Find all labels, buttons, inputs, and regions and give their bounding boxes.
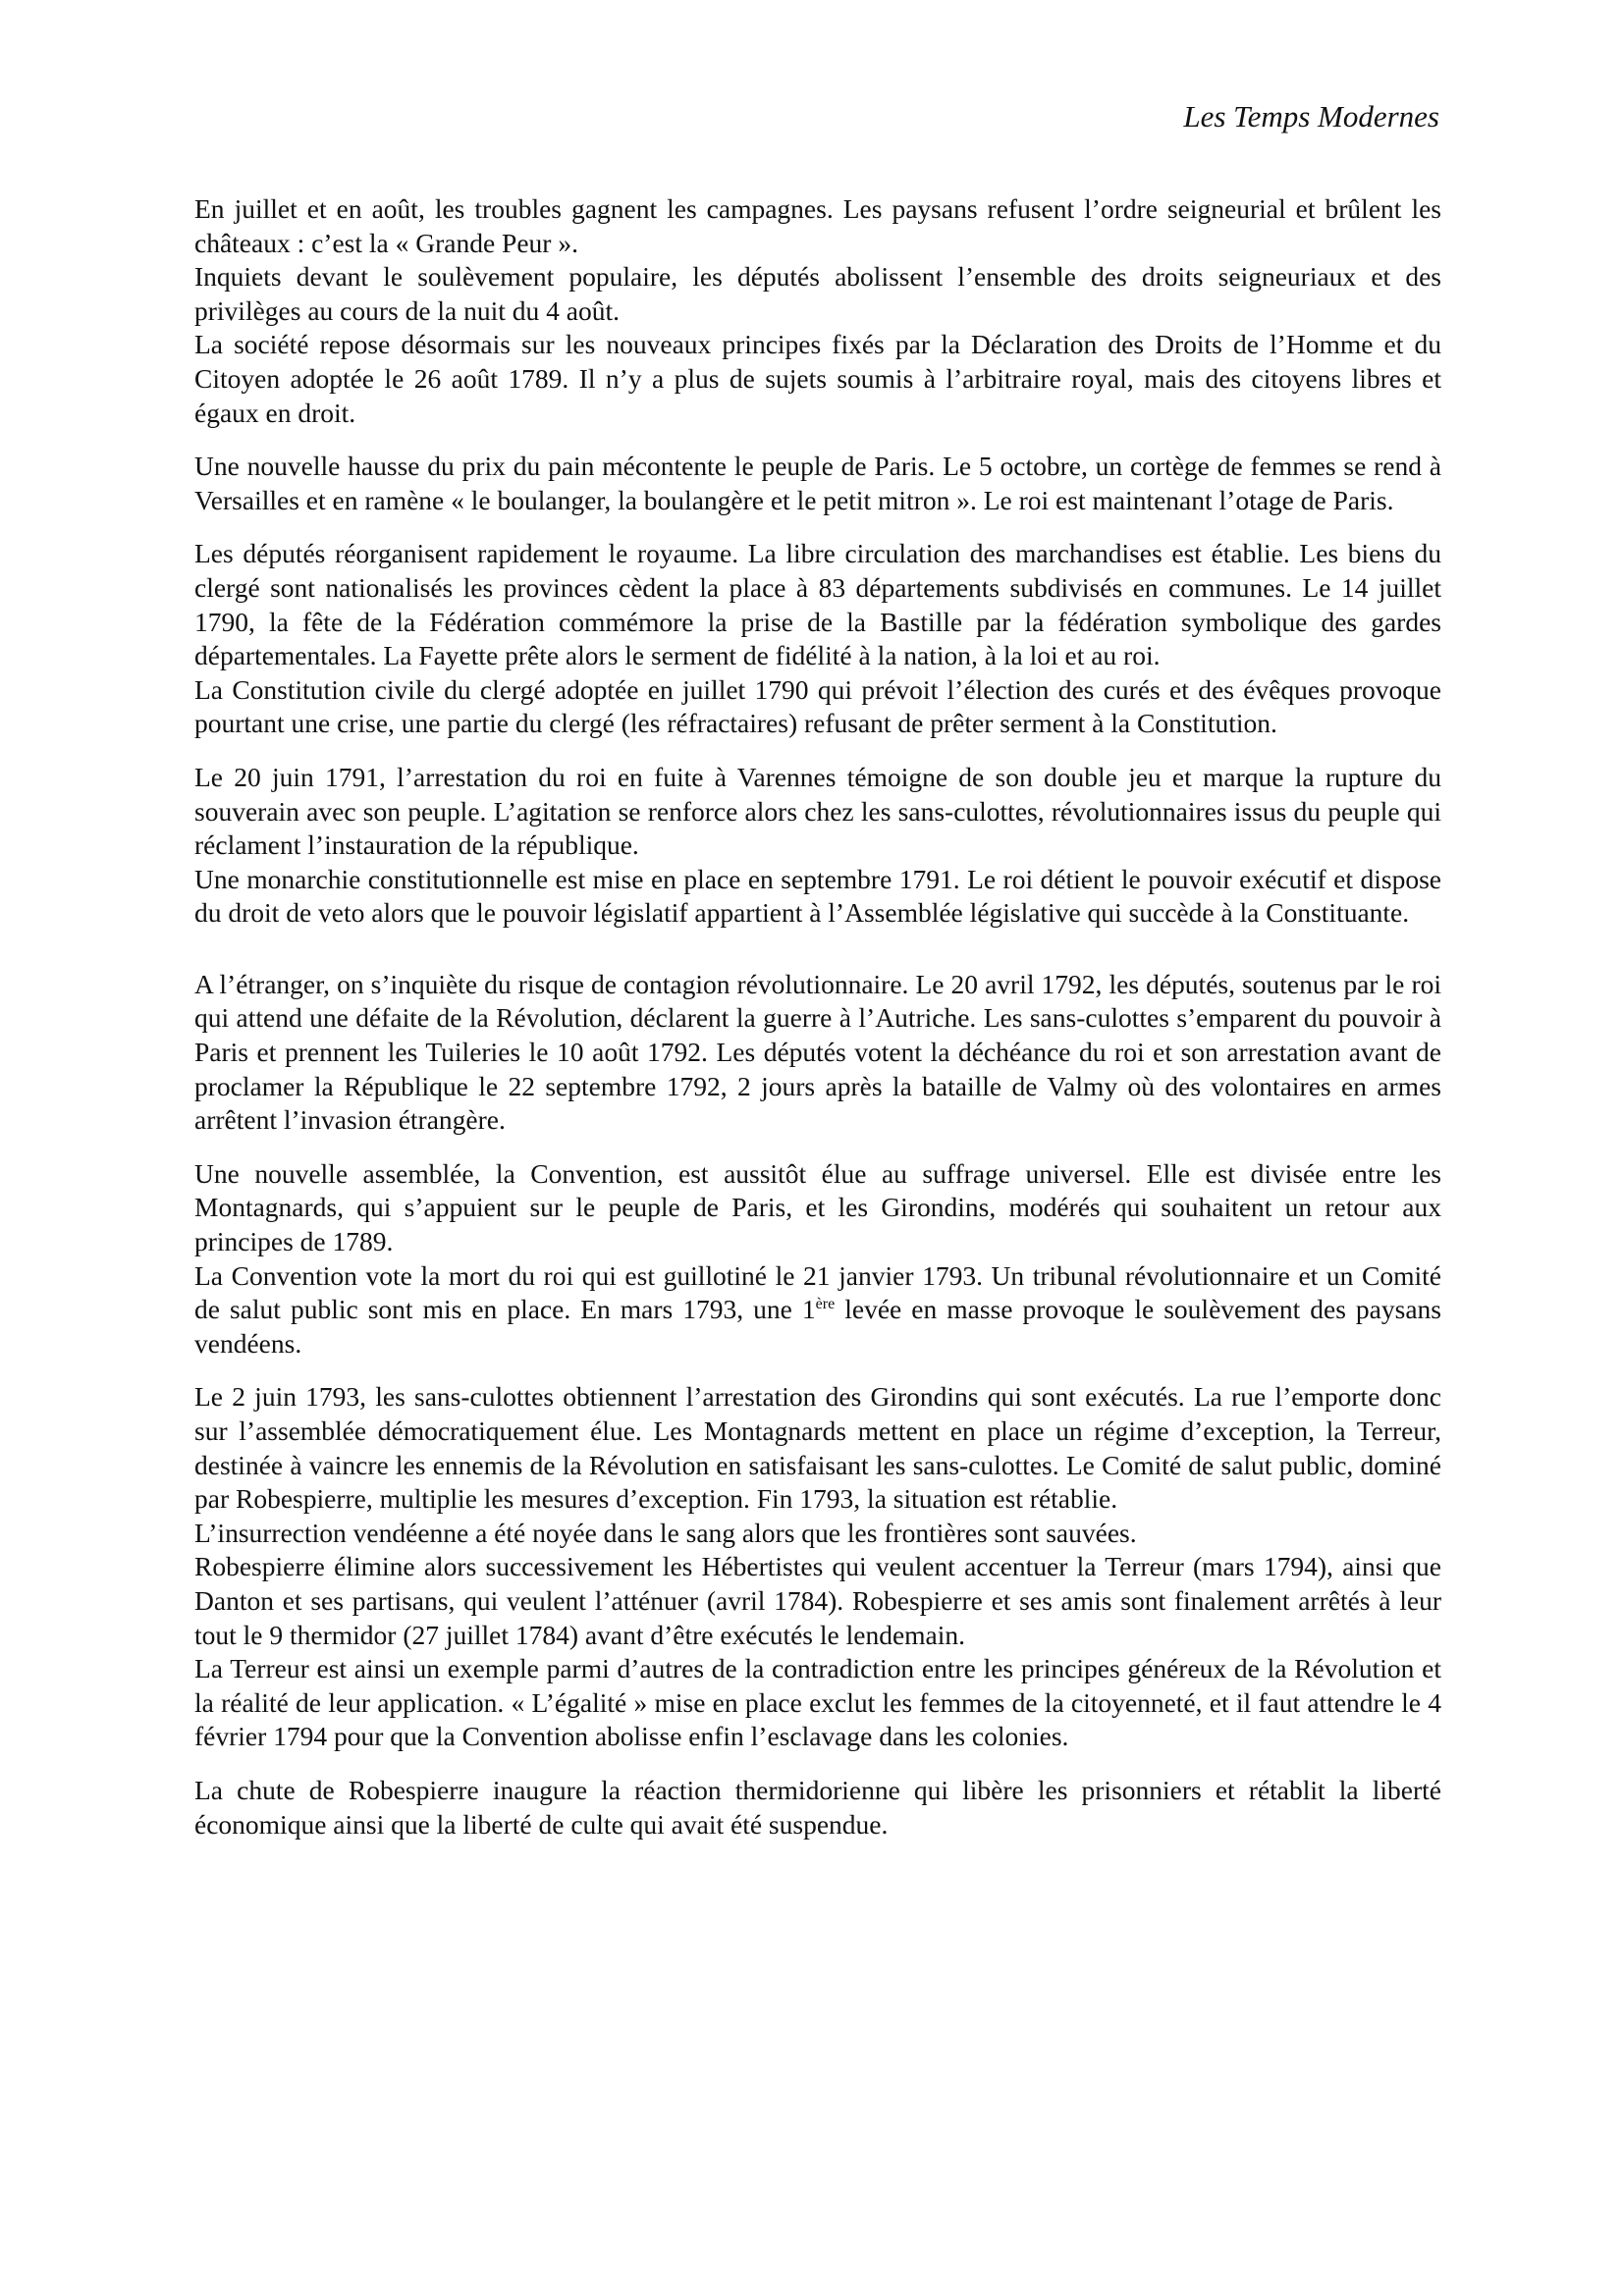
paragraph-reorganisation-royaume: Les députés réorganisent rapidement le royaume. La libre circulation des marchandises est établie. Les biens du clergé sont nationalisés les provinces cèdent la place à 83 départements subdivisés en communes. Le 14 juillet 1790, la fête de la Fédération commémore la prise de la Bastille par la fédération symbolique des gardes départementales. La Fayette prête alors le serment de fidélité à la nation, à la loi et au roi. — [194, 538, 1441, 671]
ordinal-superscript: ère — [815, 1296, 836, 1313]
document-body — [194, 192, 1441, 1842]
paragraph-octobre-versailles: Une nouvelle hausse du prix du pain mécontente le peuple de Paris. Le 5 octobre, un cortège de femmes se rend à Versailles et en ramène « le boulanger, la boulangère et le petit mitron ». Le roi est maintenant l’otage de Paris. — [194, 451, 1441, 515]
paragraph-constitution-civile-clerge: La Constitution civile du clergé adoptée en juillet 1790 qui prévoit l’élection des curés et des évêques provoque pourtant une crise, une partie du clergé (les réfractaires) refusant de prêter serment à la Constitution. — [194, 673, 1441, 739]
paragraph-contradiction-principes: La Terreur est ainsi un exemple parmi d’autres de la contradiction entre les principes généreux de la Révolution et la réalité de leur application. « L’égalité » mise en place exclut les femmes de la citoyenneté, et il faut attendre le 4 février 1794 pour que la Convention abolisse enfin l’esclavage dans les colonies. — [194, 1653, 1441, 1752]
running-header: Les Temps Modernes — [1183, 99, 1439, 133]
paragraph-mort-du-roi-text-before: La Convention vote la mort du roi qui est guillotiné le 21 janvier 1793. Un tribunal révolutionnaire et un Comité de salut public sont mis en place. En mars 1793, une 1 — [194, 1259, 1441, 1325]
paragraph-monarchie-constitutionnelle: Une monarchie constitutionnelle est mise en place en septembre 1791. Le roi détient le pouvoir exécutif et dispose du droit de veto alors que le pouvoir législatif appartient à l’Assemblée législative qui succède à la Constituante. — [194, 863, 1441, 929]
paragraph-mort-du-roi — [194, 1259, 1441, 1362]
paragraph-varennes: Le 20 juin 1791, l’arrestation du roi en fuite à Varennes témoigne de son double jeu et marque la rupture du souverain avec son peuple. L’agitation se renforce alors chez les sans-culottes, révolutionnaires issus du peuple qui réclament l’instauration de la république. — [194, 761, 1441, 861]
paragraph-declaration-droits: La société repose désormais sur les nouveaux principes fixés par la Déclaration des Droits de l’Homme et du Citoyen adoptée le 26 août 1789. Il n’y a plus de sujets soumis à l’arbitraire royal, mais des citoyens libres et égaux en droit. — [194, 329, 1441, 428]
paragraph-mort-du-roi-text-after: levée en masse provoque le soulèvement des paysans vendéens. — [194, 1294, 1441, 1359]
paragraph-robespierre-hebertistes: Robespierre élimine alors successivement les Hébertistes qui veulent accentuer la Terreur (mars 1794), ainsi que Danton et ses partisans, qui veulent l’atténuer (avril 1784). Robespierre et ses amis sont finalement arrêtés à leur tout le 9 thermidor (27 juillet 1784) avant d’être exécutés le lendemain. — [194, 1551, 1441, 1650]
paragraph-grande-peur: En juillet et en août, les troubles gagnent les campagnes. Les paysans refusent l’ordre seigneurial et brûlent les châteaux : c’est la « Grande Peur ». — [194, 193, 1441, 258]
paragraph-reaction-thermidorienne: La chute de Robespierre inaugure la réaction thermidorienne qui libère les prisonniers et rétablit la liberté économique ainsi que la liberté de culte qui avait été suspendue. — [194, 1774, 1441, 1840]
paragraph-convention: Une nouvelle assemblée, la Convention, est aussitôt élue au suffrage universel. Elle est divisée entre les Montagnards, qui s’appuient sur le peuple de Paris, et les Girondins, modérés qui souhaitent un retour aux principes de 1789. — [194, 1157, 1441, 1257]
paragraph-guerre-republique: A l’étranger, on s’inquiète du risque de contagion révolutionnaire. Le 20 avril 1792, les députés, soutenus par le roi qui attend une défaite de la Révolution, déclarent la guerre à l’Autriche. Les sans-culottes s’emparent du pouvoir à Paris et prennent les Tuileries le 10 août 1792. Les députés votent la déchéance du roi et son arrestation avant de proclamer la République le 22 septembre 1792, 2 jours après la bataille de Valmy où des volontaires en armes arrêtent l’invasion étrangère. — [194, 968, 1441, 1136]
paragraph-insurrection-vendeenne: L’insurrection vendéenne a été noyée dans le sang alors que les frontières sont sauvées. — [194, 1517, 1137, 1548]
paragraph-nuit-4-aout: Inquiets devant le soulèvement populaire, les députés abolissent l’ensemble des droits seigneuriaux et des privilèges au cours de la nuit du 4 août. — [194, 261, 1441, 326]
paragraph-terreur: Le 2 juin 1793, les sans-culottes obtiennent l’arrestation des Girondins qui sont exécutés. La rue l’emporte donc sur l’assemblée démocratiquement élue. Les Montagnards mettent en place un régime d’exception, la Terreur, destinée à vaincre les ennemis de la Révolution en satisfaisant les sans-culottes. Le Comité de salut public, dominé par Robespierre, multiplie les mesures d’exception. Fin 1793, la situation est rétablie. — [194, 1381, 1441, 1515]
